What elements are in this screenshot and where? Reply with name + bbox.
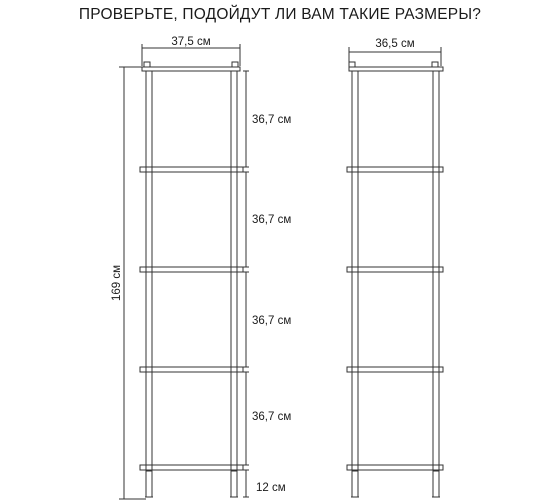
page-title: ПРОВЕРЬТЕ, ПОДОЙДУТ ЛИ ВАМ ТАКИЕ РАЗМЕРЫ? [78,6,482,23]
front-foot-left [146,471,152,497]
side-shelf-unit [347,62,443,497]
side-top-cap-left [349,62,355,67]
front-shelf-4 [140,465,243,470]
front-post-left [146,71,152,471]
side-shelf-4 [347,465,443,470]
side-shelf-1 [347,167,443,172]
side-width-label: 36,5 см [375,38,415,50]
side-post-left [352,71,358,471]
shelf-gap-label-3: 36,7 см [252,315,292,327]
side-foot-left [352,471,358,497]
height-dimension [119,67,146,499]
front-shelf-2 [140,267,243,272]
front-shelf-unit [140,62,243,497]
front-width-label: 37,5 см [171,36,211,48]
side-top-bar [349,67,443,71]
shelf-gap-label-1: 36,7 см [252,114,292,126]
side-shelf-2 [347,267,443,272]
front-top-cap-right [232,62,238,67]
side-foot-right [433,471,439,497]
front-post-right [231,71,237,471]
front-top-cap-left [144,62,150,67]
shelf-gap-dimensions [243,71,249,497]
front-shelf-3 [140,367,243,372]
side-post-right [433,71,439,471]
shelf-gap-label-2: 36,7 см [252,214,292,226]
front-top-bar [142,67,240,71]
shelf-gap-label-4: 36,7 см [252,411,292,423]
side-shelf-3 [347,367,443,372]
front-foot-right [231,471,237,497]
height-label: 169 см [111,264,123,302]
bottom-clearance-label: 12 см [256,482,286,494]
side-top-cap-right [432,62,438,67]
front-shelf-1 [140,167,243,172]
